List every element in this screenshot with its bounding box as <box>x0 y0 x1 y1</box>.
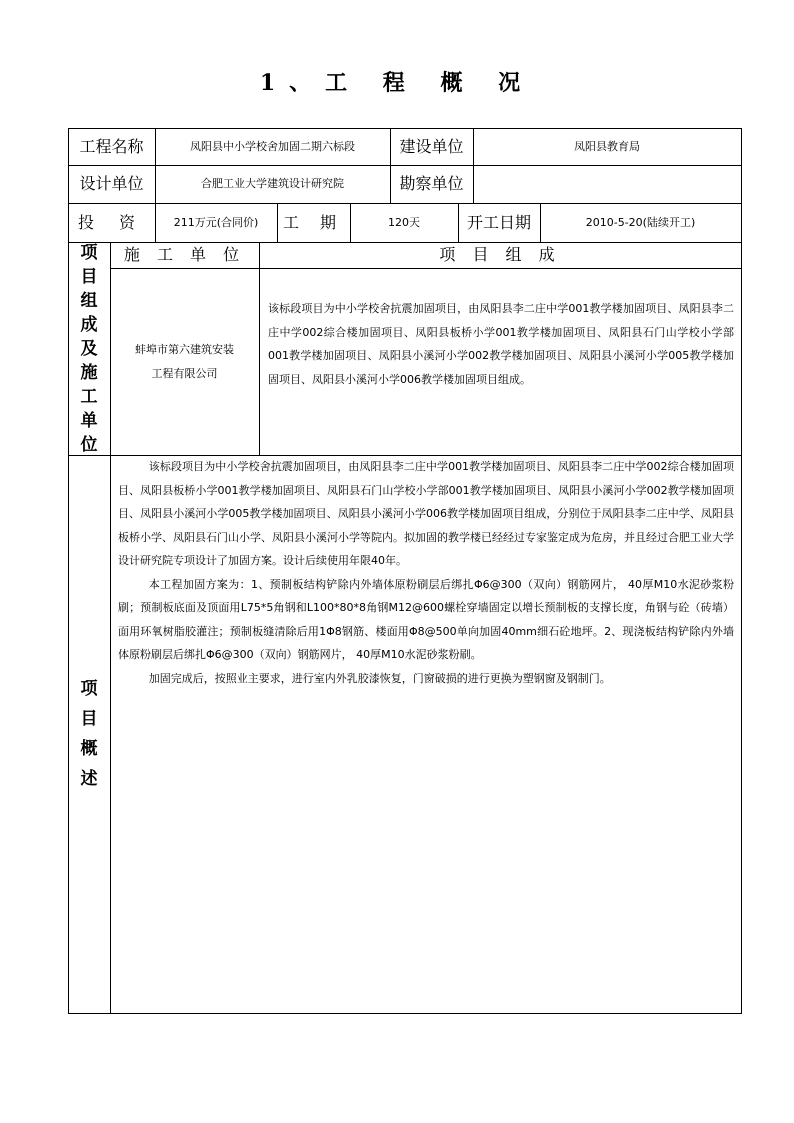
survey-unit-label: 勘察单位 <box>399 174 464 193</box>
overview-side-label: 项 目 概 述 <box>80 679 98 789</box>
builder-label: 建设单位 <box>399 136 464 156</box>
contractor-value: 蚌埠市第六建筑安装 工程有限公司 <box>135 342 234 380</box>
start-date-value: 2010-5-20(陆续开工) <box>585 215 696 229</box>
project-name-value: 凤阳县中小学校舍加固二期六标段 <box>190 139 355 153</box>
overview-paragraph: 该标段项目为中小学校舍抗震加固项目，由凤阳县李二庄中学001教学楼加固项目、凤阳县李二庄中学002综合楼加固项目、凤阳县板桥小学001教学楼加固项目、凤阳县石门山学校小学部001教学楼加固项目、凤阳县小溪河小学002教学楼加固项目、凤阳县小溪河小学005教学楼加固项目、凤阳县小溪河小学006教学楼加固项目组成，分别位于凤阳县李二庄中学、凤阳县板桥小学、凤阳县石门山小学、凤阳县小溪河小学等院内。拟加固的教学楼已经经过专家鉴定成为危房，并且经过合肥工业大学设计研究院专项设计了加固方案。设计后续使用年限40年。 <box>118 460 734 567</box>
overview-paragraph: 本工程加固方案为：1、预制板结构铲除内外墙体原粉刷层后绑扎Φ6@300（双向）钢筋网片， 40厚M10水泥砂浆粉刷；预制板底面及顶面用L75*5角钢和L100*80*8角钢M12@600螺栓穿墙固定以增长预制板的支撑长度，角钢与砼（砖墙）面用环氧树脂胶灌注；预制板缝清除后用1Φ8钢筋、楼面用Φ8@500单向加固40mm细石砼地坪。2、现浇板结构铲除内外墙体原粉刷层后绑扎Φ6@300（双向）钢筋网片， 40厚M10水泥砂浆粉刷。 <box>118 577 734 661</box>
contractor-header: 施 工 单 位 <box>123 245 246 264</box>
composition-side-label: 项 目 组 成 及 施 工 单 位 <box>80 242 98 455</box>
builder-value: 凤阳县教育局 <box>574 139 640 153</box>
composition-description: 该标段项目为中小学校舍抗震加固项目，由凤阳县李二庄中学001教学楼加固项目、凤阳县李二庄中学002综合楼加固项目、凤阳县板桥小学001教学楼加固项目、凤阳县石门山学校小学部001教学楼加固项目、凤阳县小溪河小学002教学楼加固项目、凤阳县小溪河小学005教学楼加固项目、凤阳县小溪河小学006教学楼加固项目组成。 <box>268 302 734 386</box>
start-date-label: 开工日期 <box>466 212 531 232</box>
investment-value: 211万元(合同价) <box>173 215 259 229</box>
project-name-label: 工程名称 <box>79 136 144 156</box>
duration-label: 工 期 <box>282 212 345 232</box>
page-title: 1、工 程 概 况 <box>259 70 535 96</box>
survey-unit-value <box>473 165 741 203</box>
overview-text <box>118 455 734 690</box>
overview-paragraph: 加固完成后，按照业主要求，进行室内外乳胶漆恢复，门窗破损的进行更换为塑钢窗及钢制门。 <box>148 671 611 685</box>
investment-label: 投 资 <box>77 212 146 232</box>
items-header: 项 目 组 成 <box>439 245 561 264</box>
design-unit-value: 合肥工业大学建筑设计研究院 <box>201 177 344 190</box>
design-unit-label: 设计单位 <box>79 174 144 193</box>
duration-value: 120天 <box>388 215 420 229</box>
